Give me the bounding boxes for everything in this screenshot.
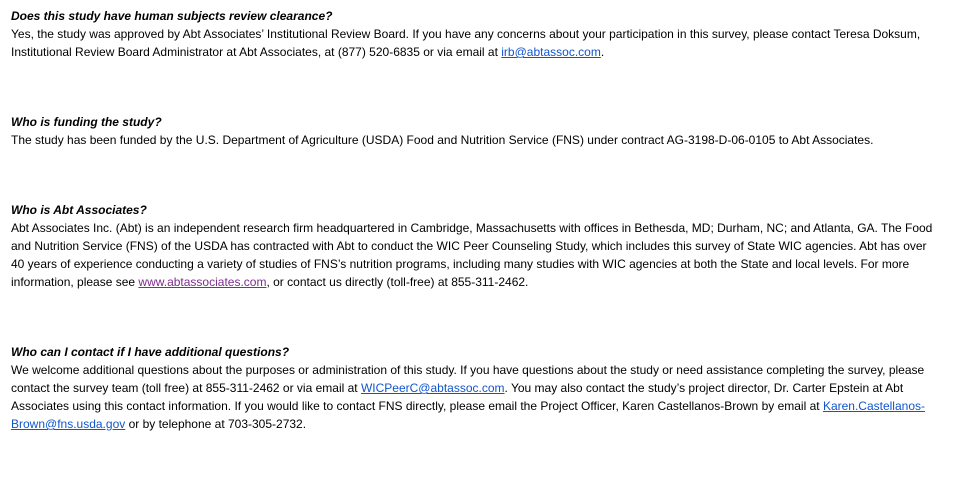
answer-text: Abt Associates Inc. (Abt) is an independent research firm headquartered in Cambridge, Massachusetts with offices in Bethesda, MD; Durham, NC; and Atlanta, GA. The Food and Nutrition Service (FNS) of the USDA has contracted with Abt to conduct the WIC Peer Counseling Study, which includes this survey of State WIC agencies. Abt has over 40 years of experience conducting a variety of studies of FNS’s nutrition programs, including many studies with WIC agencies at both the State and local levels. For more information, please see [11, 221, 933, 289]
question-heading: Who is funding the study? [11, 115, 162, 129]
survey-team-email-link[interactable]: WICPeerC@abtassoc.com [360, 381, 505, 395]
answer-text: Yes, the study was approved by Abt Associates’ Institutional Review Board. If you have any concerns about your participation in this survey, please contact Teresa Doksum, Institutional Review Board Administrator at Abt Associates, at (877) 520-6835 or via email at [11, 27, 921, 59]
answer-text: . You may also contact the study’s project director, Dr. Carter Epstein at Abt Associates using this contact information. If you would like to contact FNS directly, please email the Project Officer, Karen Castellanos-Brown by email at [11, 381, 904, 413]
fns-officer-email-link[interactable]: Karen.Castellanos-Brown@fns.usda.gov [11, 399, 925, 431]
faq-section-irb [11, 7, 939, 61]
answer-text: We welcome additional questions about the purposes or administration of this study. If you have questions about the study or need assistance completing the survey, please contact the survey team (toll free) at 855-311-2462 or via email at [11, 363, 925, 395]
answer-paragraph: The study has been funded by the U.S. Department of Agriculture (USDA) Food and Nutrition Service (FNS) under contract AG-3198-D-06-0105 to Abt Associates. [11, 133, 874, 147]
question-heading: Does this study have human subjects review clearance? [11, 9, 333, 23]
faq-section-contact [11, 343, 939, 433]
answer-text: . [600, 45, 605, 59]
question-heading: Who is Abt Associates? [11, 203, 147, 217]
answer-paragraph [11, 25, 939, 61]
answer-text: or by telephone at 703-305-2732. [125, 417, 307, 431]
question-heading: Who can I contact if I have additional questions? [11, 345, 290, 359]
answer-paragraph [11, 219, 939, 291]
faq-section-funding [11, 113, 939, 149]
answer-paragraph [11, 361, 939, 433]
answer-text: , or contact us directly (toll-free) at 855-311-2462. [266, 275, 529, 289]
abt-website-link[interactable]: www.abtassociates.com [138, 275, 267, 289]
faq-section-about-abt [11, 201, 939, 291]
irb-email-link[interactable]: irb@abtassoc.com [501, 45, 601, 59]
